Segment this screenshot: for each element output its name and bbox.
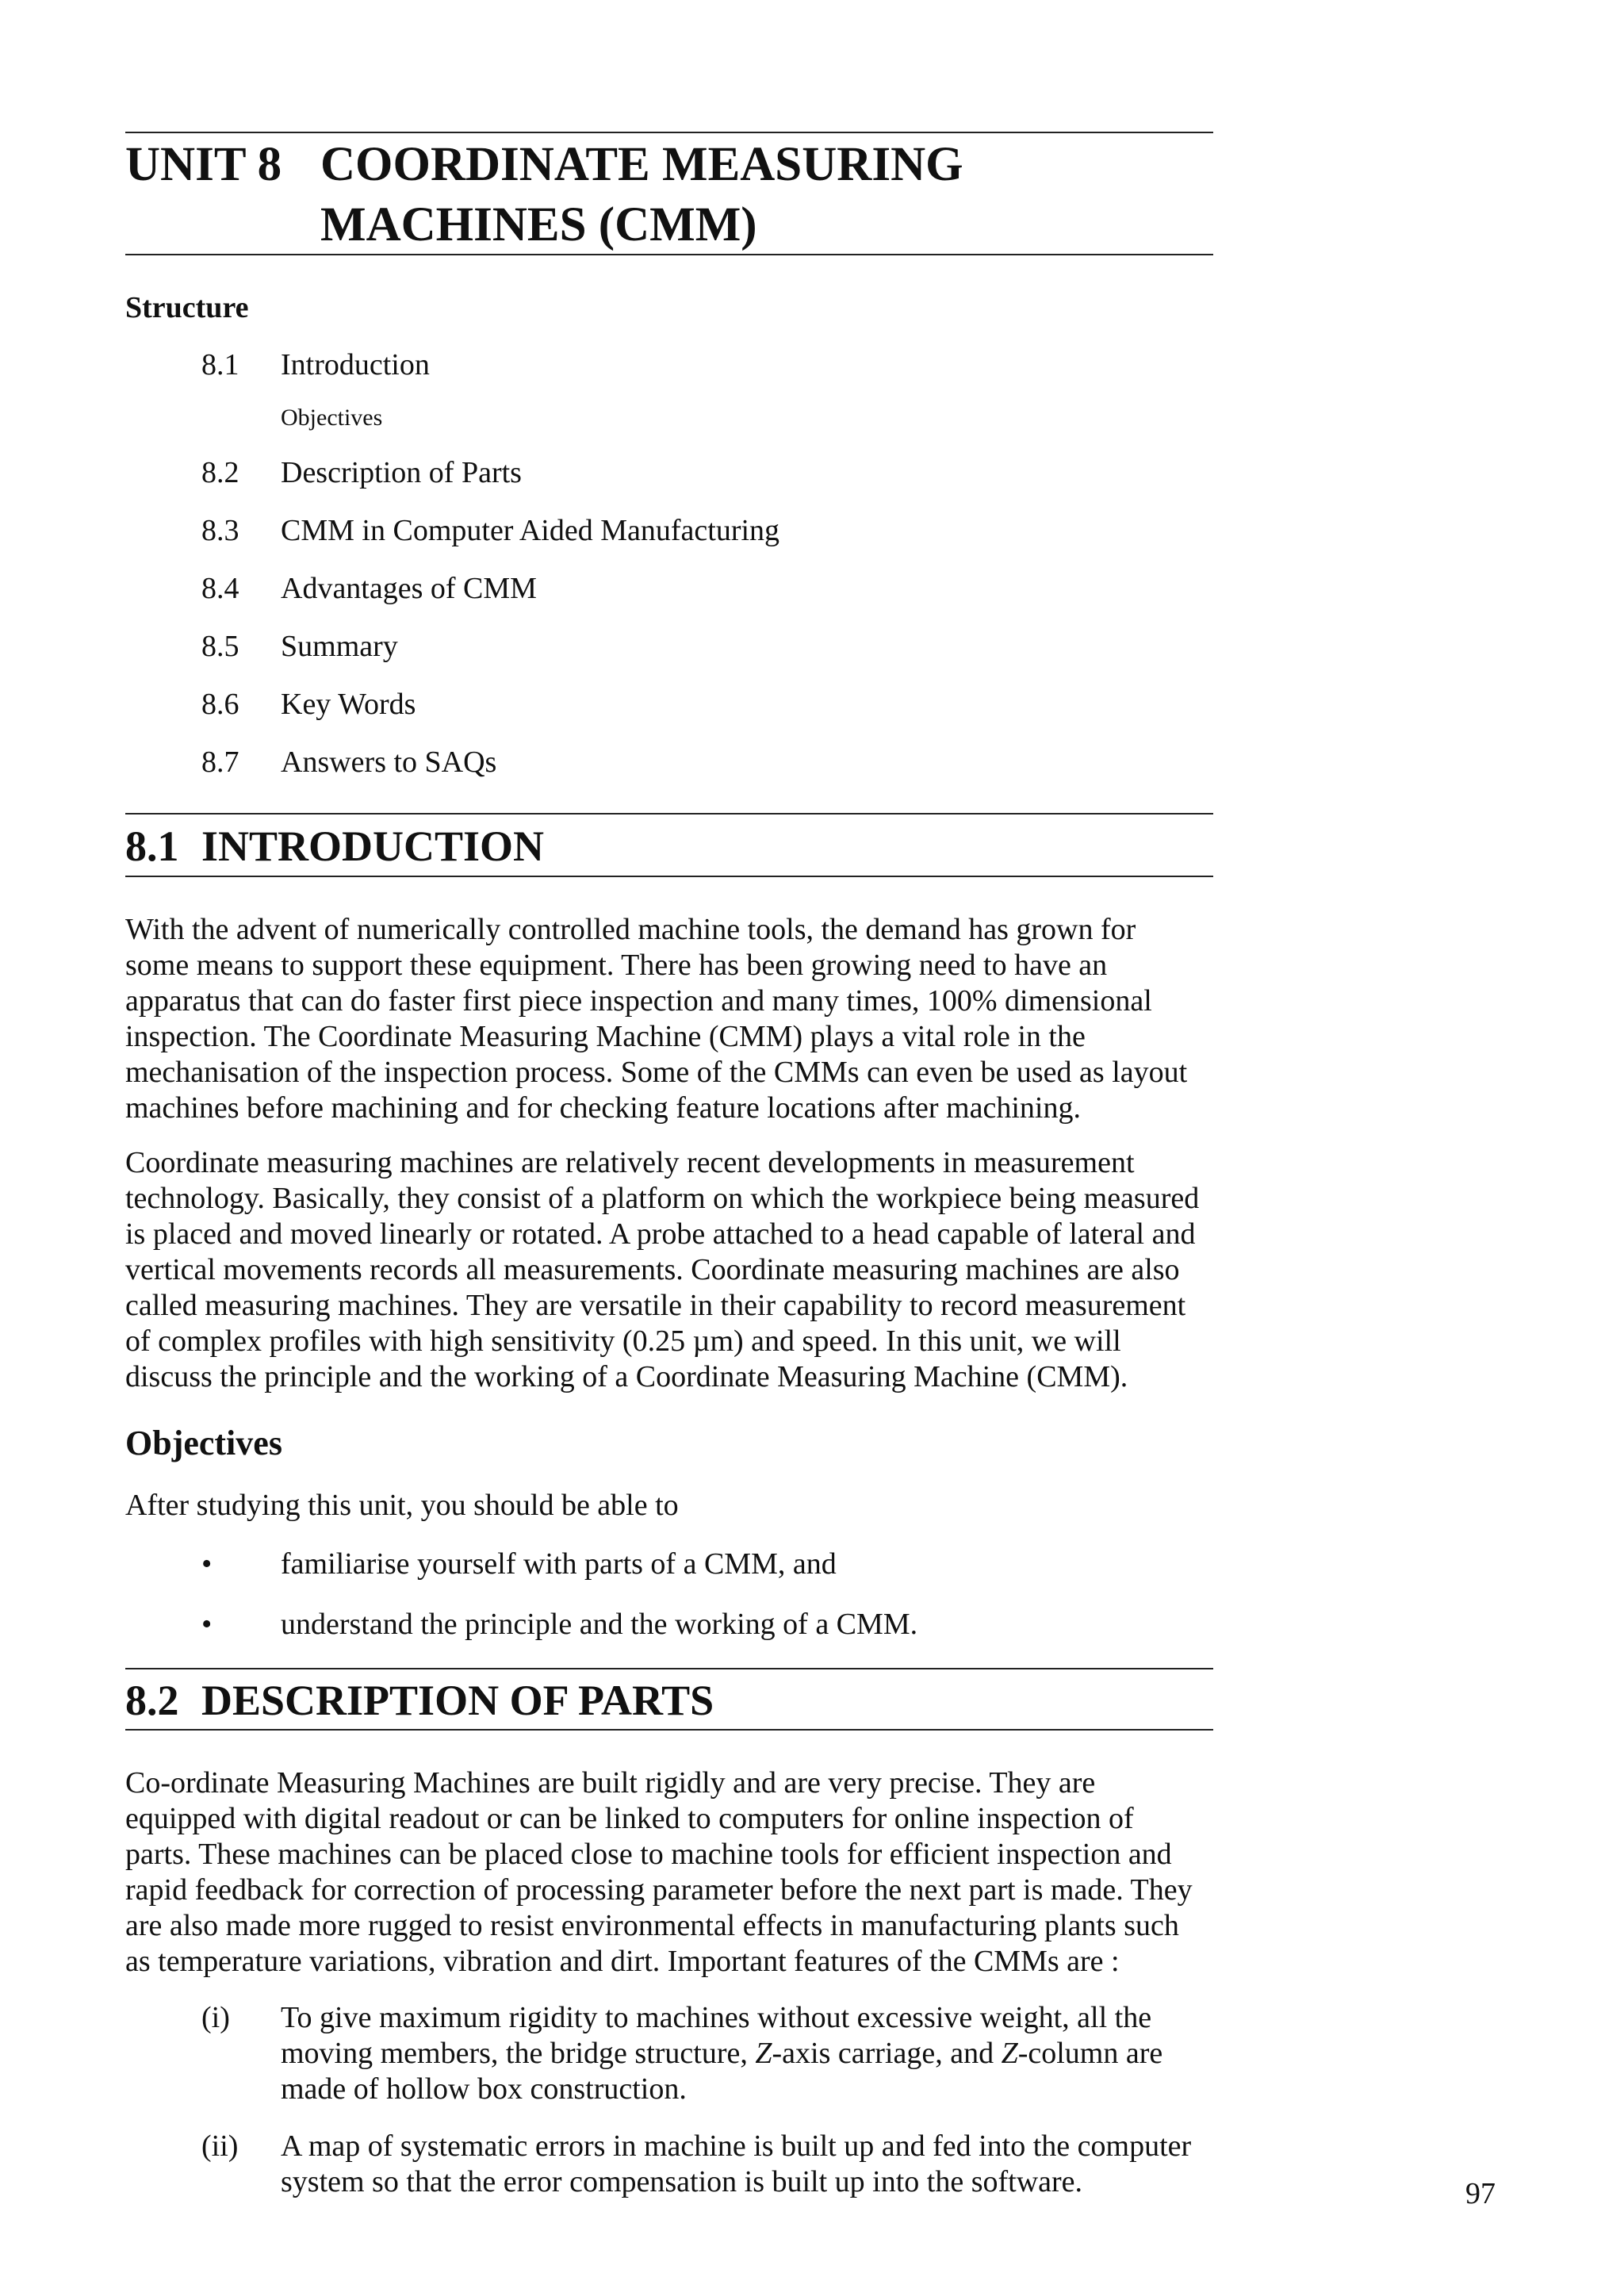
title-bottom-rule — [125, 254, 1213, 255]
intro-paragraph-2: Coordinate measuring machines are relatively recent developments in measurement technology. Basically, they consist of a platform on which the workpiece being measured is placed and moved linearly or rotated. A probe attached to a head capable of lateral and vertical movements records all measurements. Coordinate measuring machines are also called measuring machines. They are versatile in their capability to record measurement of complex profiles with high sensitivity (0.25 µm) and speed. In this unit, we will discuss the principle and the working of a Coordinate Measuring Machine (CMM). — [125, 1146, 1200, 1393]
section-2-top-rule — [125, 1668, 1213, 1669]
item-body: A map of systematic errors in machine is built up and fed into the computer system so that the error compensation is built up into the software. — [281, 2129, 1192, 2198]
section-2-bottom-rule — [125, 1729, 1213, 1731]
section-2-number: 8.2 — [125, 1677, 179, 1724]
toc-text: Key Words — [281, 688, 416, 721]
toc-num: 8.7 — [201, 746, 239, 779]
item-label: (i) — [201, 2001, 230, 2034]
unit-title-line-1: COORDINATE MEASURING — [320, 138, 963, 191]
page-number: 97 — [1465, 2177, 1496, 2210]
toc-text: Summary — [281, 630, 398, 663]
toc-num: 8.5 — [201, 630, 239, 663]
toc-text: Introduction — [281, 348, 430, 381]
parts-paragraph: Co-ordinate Measuring Machines are built rigidly and are very precise. They are equipped with digital readout or can be linked to computers for online inspection of parts. These machines can be placed close to machine tools for efficient inspection and rapid feedback for correction of processing parameter before the next part is made. They are also made more rugged to resist environmental effects in manufacturing plants such as temperature variations, vibration and dirt. Important features of the CMMs are : — [125, 1766, 1193, 1978]
item-body: To give maximum rigidity to machines without excessive weight, all the moving members, the bridge structure, Z-axis carriage, and Z-column are made of hollow box construction. — [281, 2001, 1163, 2106]
toc-num: 8.1 — [201, 348, 239, 381]
objectives-heading: Objectives — [125, 1424, 282, 1462]
bullet-dot: • — [201, 1547, 213, 1581]
item-label: (ii) — [201, 2129, 239, 2163]
section-2-title: DESCRIPTION OF PARTS — [201, 1677, 714, 1724]
toc-num: 8.6 — [201, 688, 239, 721]
structure-heading: Structure — [125, 291, 249, 324]
unit-title-line-2: MACHINES (CMM) — [320, 198, 757, 251]
bullet-text: familiarise yourself with parts of a CMM, and — [281, 1547, 837, 1581]
section-2-heading — [125, 1676, 714, 1725]
toc-text: Description of Parts — [281, 456, 522, 489]
section-1-number: 8.1 — [125, 822, 179, 870]
section-1-top-rule — [125, 813, 1213, 815]
toc-num: 8.4 — [201, 572, 239, 605]
toc-sub-objectives: Objectives — [281, 404, 383, 431]
toc-text: Advantages of CMM — [281, 572, 537, 605]
bullet-dot: • — [201, 1608, 213, 1641]
toc-text: CMM in Computer Aided Manufacturing — [281, 514, 780, 547]
objectives-intro: After studying this unit, you should be able to — [125, 1489, 679, 1522]
top-rule — [125, 132, 1213, 133]
intro-paragraph-1: With the advent of numerically controlled machine tools, the demand has grown for some means to support these equipment. There has been growing need to have an apparatus that can do faster first piece inspection and many times, 100% dimensional inspection. The Coordinate Measuring Machine (CMM) plays a vital role in the mechanisation of the inspection process. Some of the CMMs can even be used as layout machines before machining and for checking feature locations after machining. — [125, 913, 1188, 1125]
section-1-title: INTRODUCTION — [201, 822, 545, 870]
section-1-heading — [125, 822, 544, 871]
section-1-bottom-rule — [125, 876, 1213, 877]
bullet-text: understand the principle and the working of a CMM. — [281, 1608, 918, 1641]
toc-text: Answers to SAQs — [281, 746, 497, 779]
unit-label: UNIT 8 — [125, 138, 282, 191]
toc-num: 8.2 — [201, 456, 239, 489]
toc-num: 8.3 — [201, 514, 239, 547]
